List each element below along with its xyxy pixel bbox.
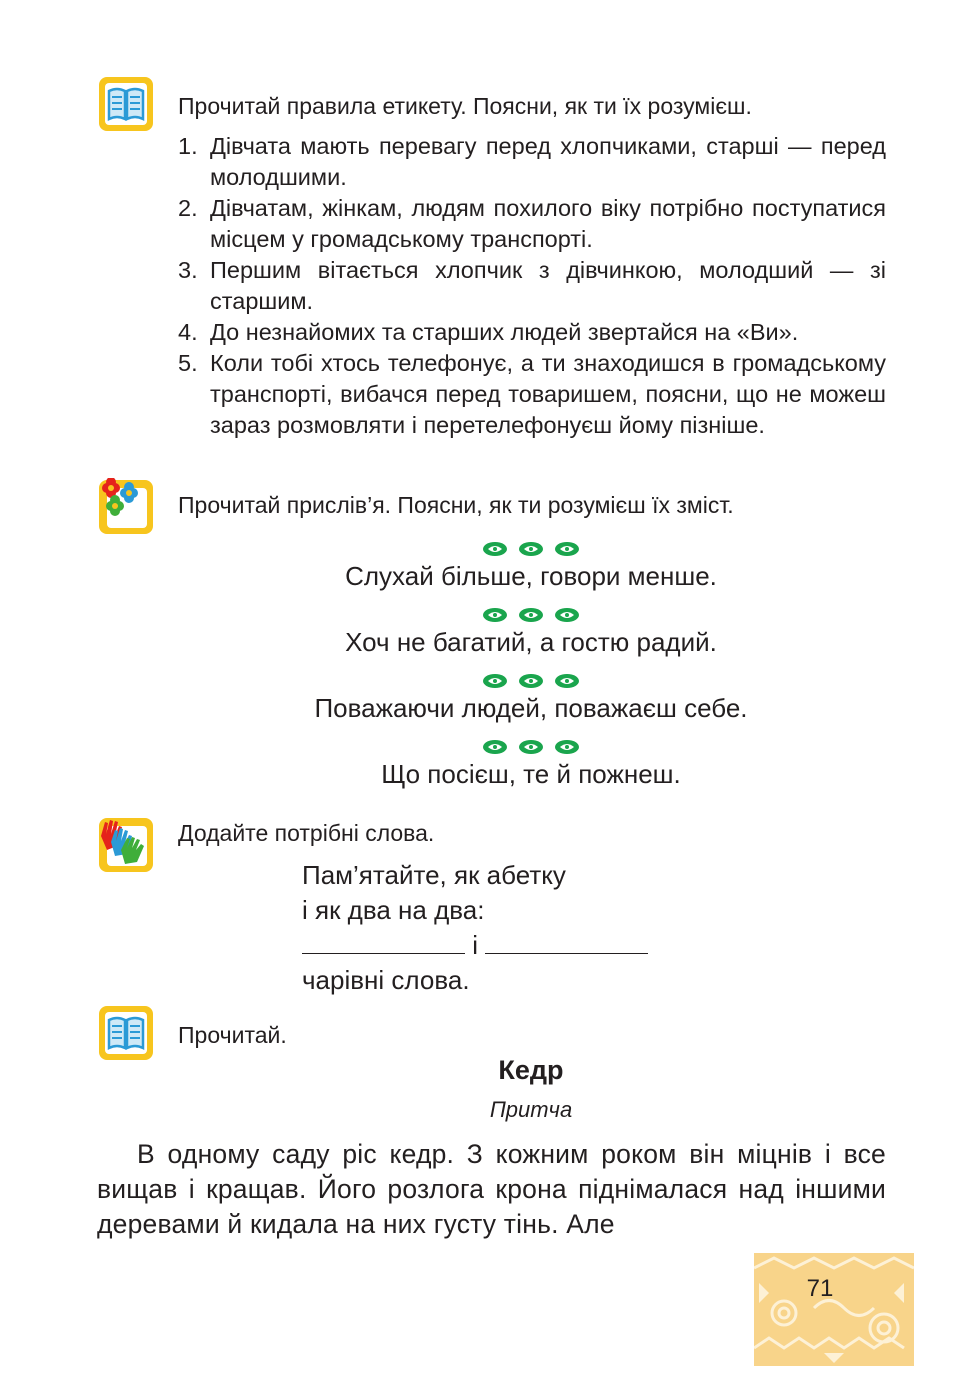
poem-line: чарівні слова. xyxy=(302,965,470,995)
proverb-text: Хоч не багатий, а гостю радий. xyxy=(345,627,717,657)
story-paragraph: В одному саду ріс кедр. З кожним роком він міцнів і все вищав і кращав. Його розлога крона піднімалася над іншими деревами й кидала на них густу тінь. Але xyxy=(97,1139,886,1239)
rule-item xyxy=(178,255,886,317)
rule-text: Дівчатам, жінкам, людям похилого віку потрібно поступатися місцем у громадському транспорті. xyxy=(210,195,886,252)
blank-field xyxy=(485,931,648,954)
rule-text: До незнайомих та старших людей звертайся на «Ви». xyxy=(210,319,799,345)
poem-blank-line xyxy=(302,928,648,963)
etiquette-rules-list xyxy=(178,131,886,441)
book-icon xyxy=(97,75,155,133)
rule-text: Дівчата мають перевагу перед хлопчиками, старші — перед молодшими. xyxy=(210,133,886,190)
blank-field xyxy=(302,931,465,954)
book-icon xyxy=(97,1004,155,1062)
proverbs-block xyxy=(178,541,884,805)
ornament-icon xyxy=(178,607,884,625)
rule-item xyxy=(178,131,886,193)
proverb-text: Поважаючи людей, поважаєш себе. xyxy=(314,693,748,723)
task2-instruction: Прочитай прислів’я. Поясни, як ти розумієш їх зміст. xyxy=(178,492,734,518)
rule-item xyxy=(178,317,886,348)
ornament-icon xyxy=(178,541,884,559)
proverb-text: Слухай більше, говори менше. xyxy=(345,561,717,591)
rule-number: 2. xyxy=(178,195,198,221)
story-subtitle: Притча xyxy=(489,1097,573,1122)
rule-number: 5. xyxy=(178,350,198,376)
poem-block xyxy=(302,858,648,998)
rule-item xyxy=(178,193,886,255)
task3-instruction: Додайте потрібні слова. xyxy=(178,820,435,846)
task1-instruction: Прочитай правила етикету. Поясни, як ти їх розумієш. xyxy=(178,93,752,119)
poem-line: Пам’ятайте, як абетку xyxy=(302,860,566,890)
flowers-icon xyxy=(97,478,155,536)
proverb-text: Що посієш, те й пожнеш. xyxy=(381,759,681,789)
task4-instruction: Прочитай. xyxy=(178,1022,287,1048)
story-title: Кедр xyxy=(498,1055,564,1085)
page-number: 71 xyxy=(806,1275,834,1302)
rule-item xyxy=(178,348,886,441)
rule-number: 3. xyxy=(178,257,198,283)
rule-text: Першим вітається хлопчик з дівчинкою, молодший — зі старшим. xyxy=(210,257,886,314)
page-corner-decoration xyxy=(754,1253,914,1366)
ornament-icon xyxy=(178,673,884,691)
ornament-icon xyxy=(178,739,884,757)
hands-icon xyxy=(97,816,155,874)
poem-connector: і xyxy=(472,930,479,960)
rule-text: Коли тобі хтось телефонує, а ти знаходишся в громадському транспорті, вибачся перед товаришем, поясни, що не можеш зараз розмовляти і перетелефонуєш йому пізніше. xyxy=(210,350,886,438)
rule-number: 4. xyxy=(178,319,198,345)
poem-line: і як два на два: xyxy=(302,895,485,925)
rule-number: 1. xyxy=(178,133,198,159)
